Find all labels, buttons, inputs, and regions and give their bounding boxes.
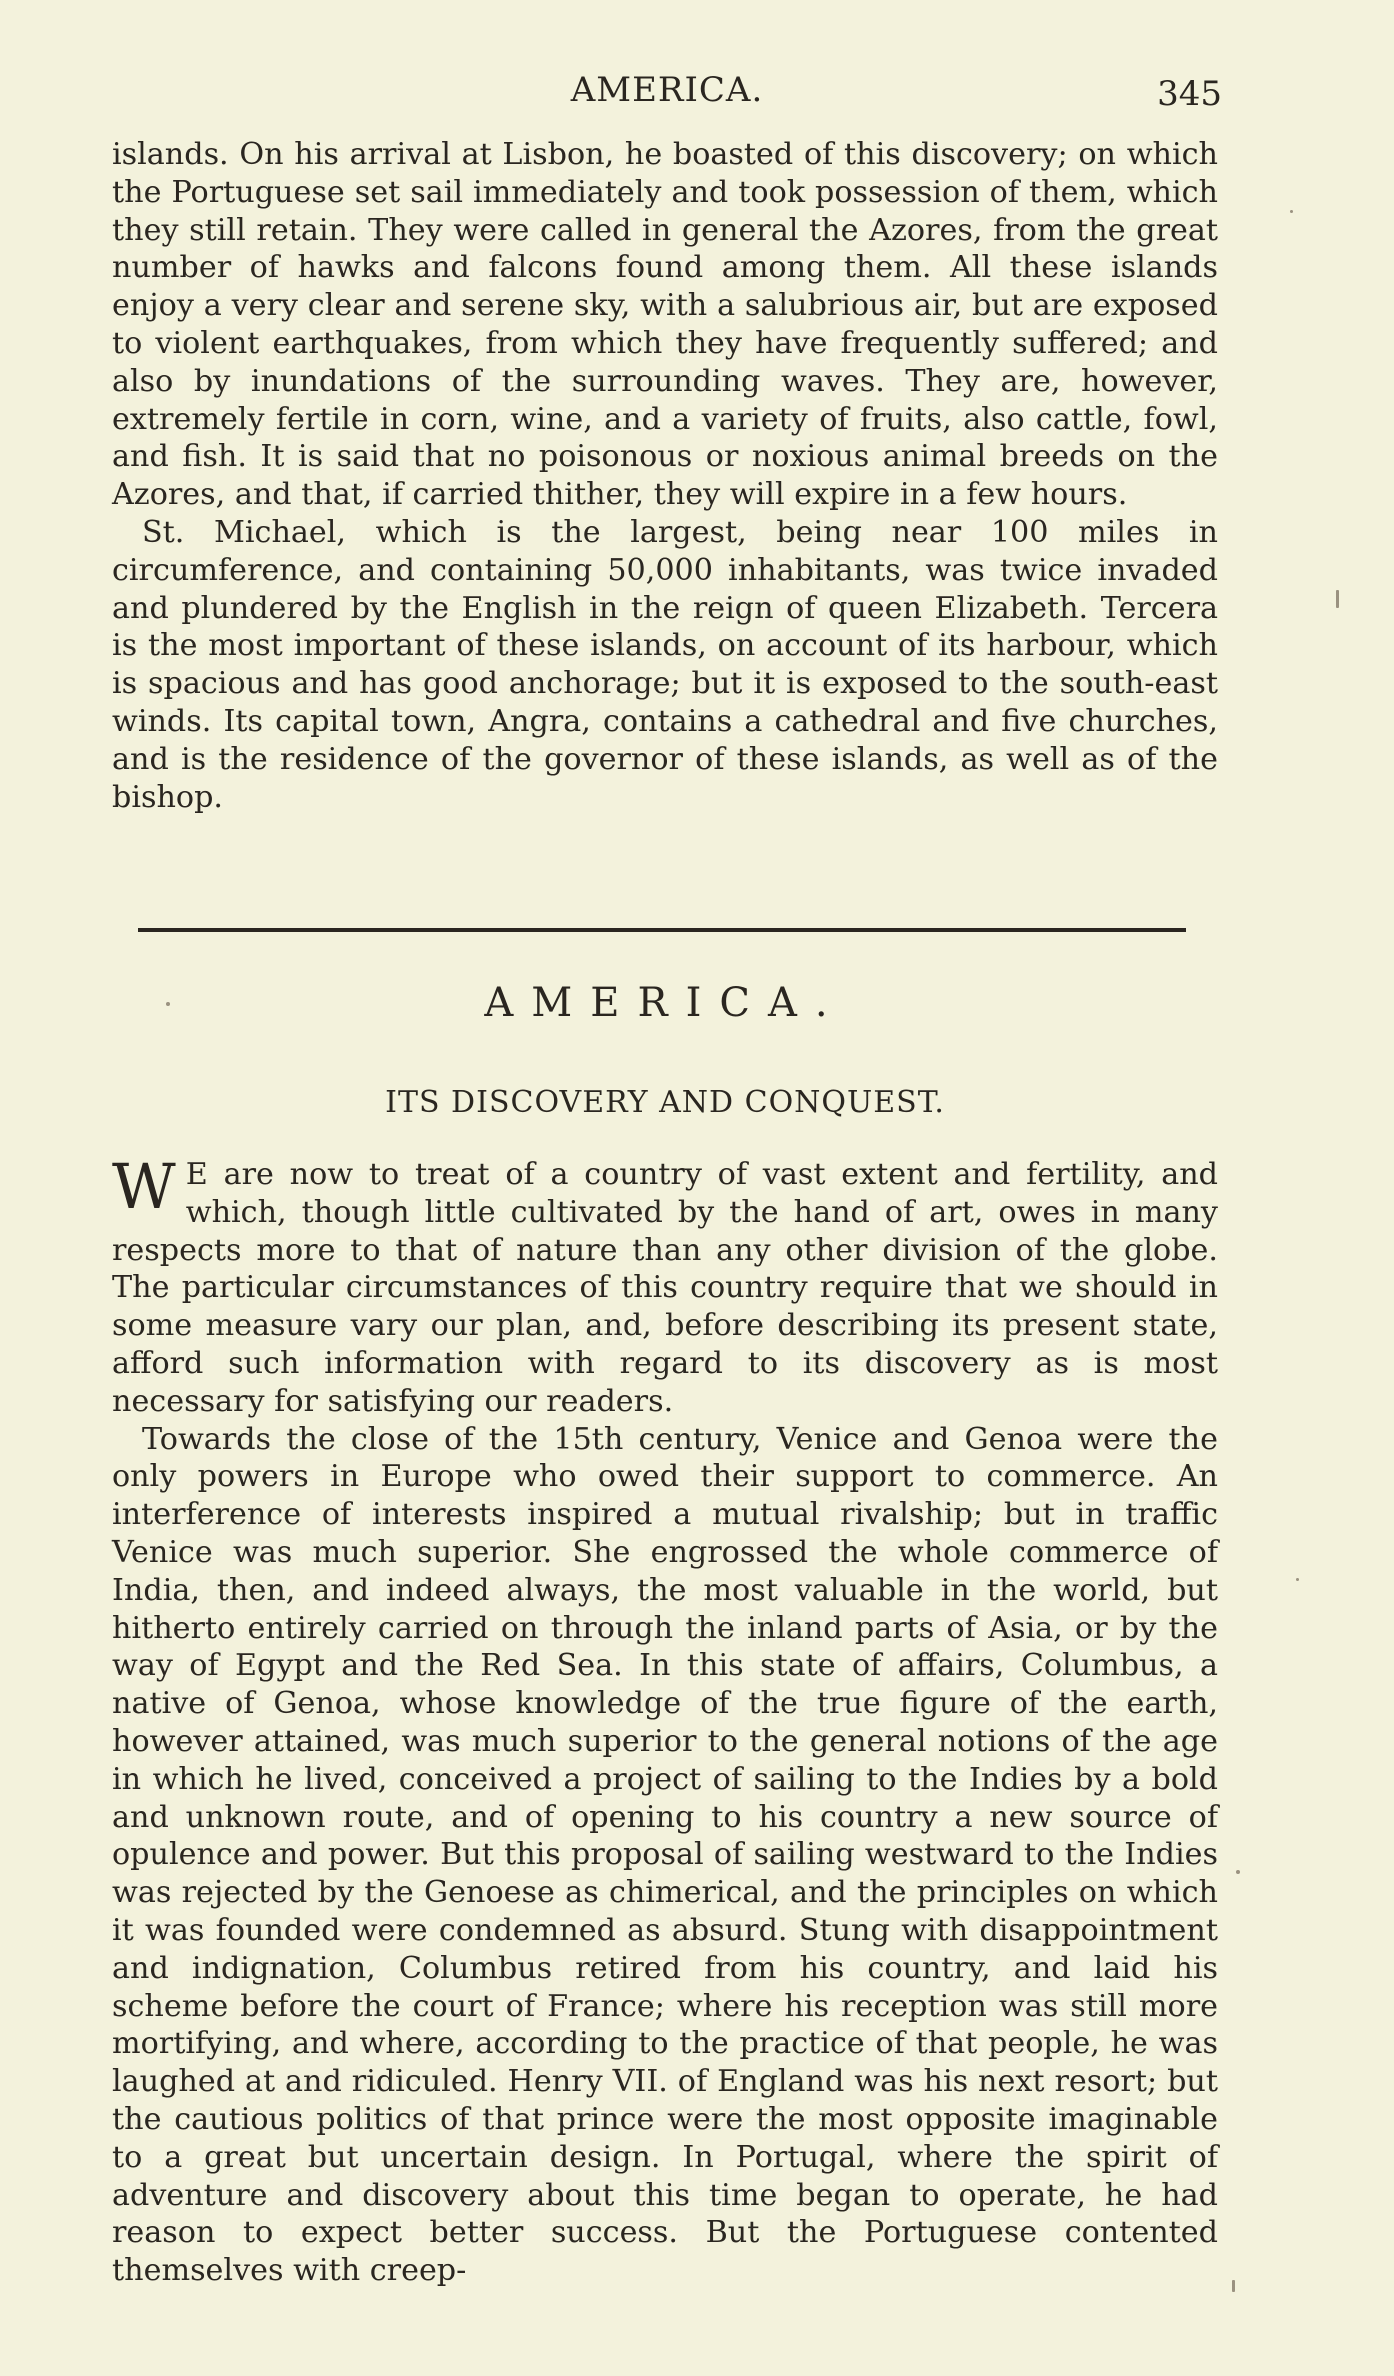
running-head bbox=[112, 66, 1222, 116]
paragraph-introduction-text: E are now to treat of a country of vast extent and fertility, and which, though little cultivated by the hand of art, owes in many respects more to that of nature than any other division of the globe. The particular circumstances of this country require that we should in some measure vary our plan, and, before describing its present state, afford such information with regard to its discovery as is most necessary for satisfying our readers. bbox=[112, 1157, 1218, 1419]
paper-speck bbox=[1290, 210, 1293, 213]
upper-text-block bbox=[112, 136, 1218, 816]
paragraph-venice-genoa: Towards the close of the 15th century, Venice and Genoa were the only powers in Europe who owed their support to commerce. An interference of interests inspired a mutual rivalship; but in traffic Venice was much superior. She engrossed the whole commerce of India, then, and indeed always, the most valuable in the world, but hitherto entirely carried on through the inland parts of Asia, or by the way of Egypt and the Red Sea. In this state of affairs, Columbus, a native of Genoa, whose knowledge of the true figure of the earth, however attained, was much superior to the general notions of the age in which he lived, conceived a project of sailing to the Indies by a bold and unknown route, and of opening to his country a new source of opulence and power. But this proposal of sailing westward to the Indies was rejected by the Genoese as chimerical, and the principles on which it was founded were condemned as absurd. Stung with disappointment and indignation, Columbus retired from his country, and laid his scheme before the court of France; where his reception was still more mortifying, and where, according to the practice of that people, he was laughed at and ridiculed. Henry VII. of England was his next resort; but the cautious politics of that prince were the most opposite imaginable to a great but uncertain design. In Portugal, where the spirit of adventure and discovery about this time began to operate, he had reason to expect better success. But the Portuguese contented themselves with creep- bbox=[112, 1421, 1218, 2289]
page-number: 345 bbox=[1157, 74, 1222, 114]
paper-speck bbox=[1232, 2280, 1235, 2292]
paper-speck bbox=[1236, 1870, 1240, 1874]
paragraph-st-michael: St. Michael, which is the largest, being near 100 miles in circumference, and containing 50,000 inhabitants, was twice invaded and plundered by the English in the reign of queen Elizabeth. Tercera is the most important of these islands, on account of its harbour, which is spacious and has good anchorage; but it is exposed to the south-east winds. Its capital town, Angra, contains a cathedral and five churches, and is the residence of the governor of these islands, as well as of the bishop. bbox=[112, 514, 1218, 815]
paper-speck bbox=[1296, 1578, 1299, 1581]
section-title: AMERICA. bbox=[484, 980, 846, 1026]
paper-speck bbox=[1336, 590, 1339, 608]
drop-cap: W bbox=[112, 1150, 176, 1223]
paper-speck bbox=[166, 1002, 170, 1006]
paragraph-introduction bbox=[112, 1150, 1218, 1421]
running-title: AMERICA. bbox=[570, 70, 764, 110]
paragraph-azores: islands. On his arrival at Lisbon, he boasted of this discovery; on which the Portuguese set sail immediately and took possession of them, which they still retain. They were called in general the Azores, from the great number of hawks and falcons found among them. All these islands enjoy a very clear and serene sky, with a salubrious air, but are exposed to violent earthquakes, from which they have frequently suffered; and also by inundations of the surrounding waves. They are, however, extremely fertile in corn, wine, and a variety of fruits, also cattle, fowl, and fish. It is said that no poisonous or noxious animal breeds on the Azores, and that, if carried thither, they will expire in a few hours. bbox=[112, 137, 1218, 513]
lower-text-block bbox=[112, 1150, 1218, 2290]
section-divider-rule bbox=[138, 928, 1186, 932]
section-subtitle: ITS DISCOVERY AND CONQUEST. bbox=[385, 1085, 945, 1120]
